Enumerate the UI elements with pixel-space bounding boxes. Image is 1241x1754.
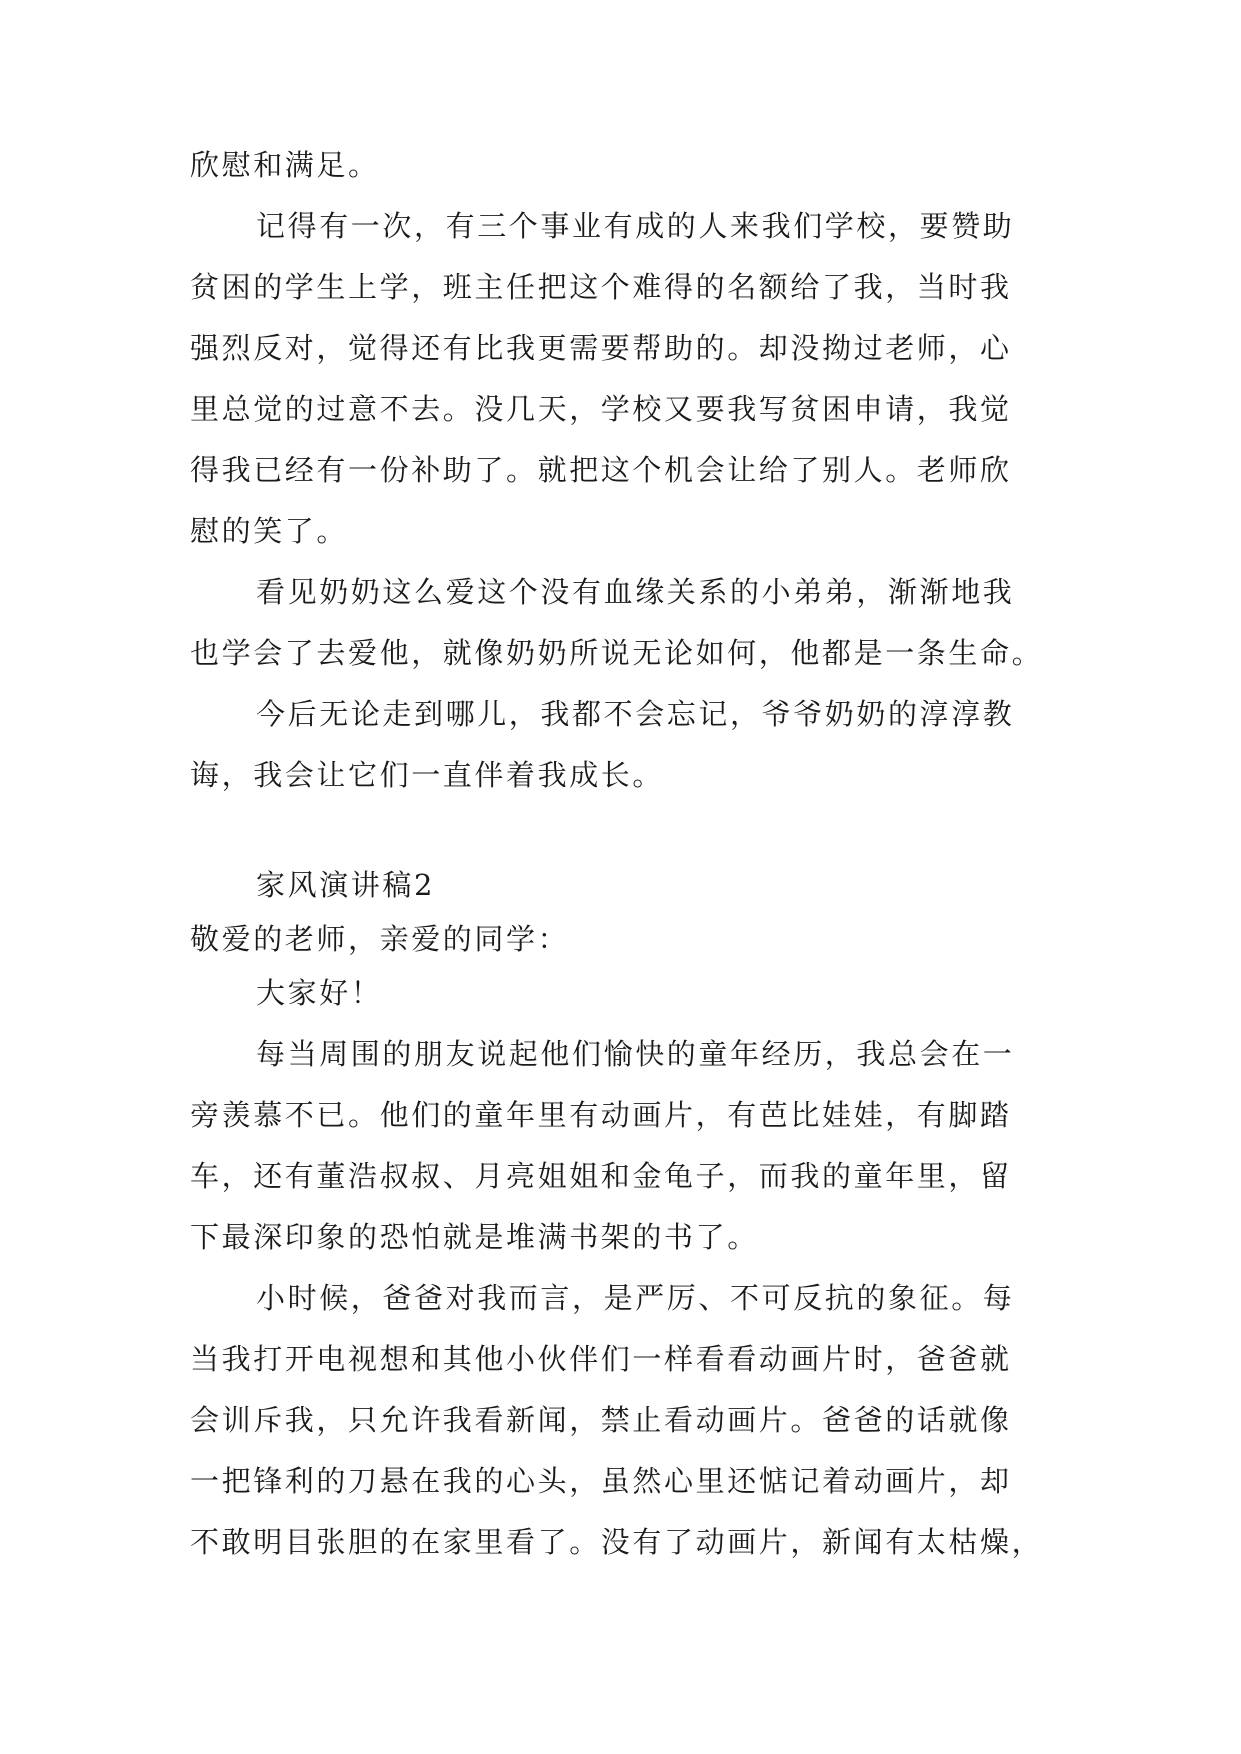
- salutation-line: 敬爱的老师，亲爱的同学：: [190, 922, 570, 956]
- paragraph-start-line: 记得有一次，有三个事业有成的人来我们学校，要赞助: [256, 209, 1015, 243]
- text-line: 旁羡慕不已。他们的童年里有动画片，有芭比娃娃，有脚踏: [190, 1098, 1012, 1132]
- document-body: [190, 150, 1050, 1588]
- text-line: 诲，我会让它们一直伴着我成长。: [190, 758, 665, 792]
- section-title: 家风演讲稿2: [256, 868, 436, 902]
- text-line: 慰的笑了。: [190, 514, 349, 548]
- text-line: 下最深印象的恐怕就是堆满书架的书了。: [190, 1220, 759, 1254]
- text-line: 得我已经有一份补助了。就把这个机会让给了别人。老师欣: [190, 453, 1012, 487]
- text-line: 一把锋利的刀悬在我的心头，虽然心里还惦记着动画片，却: [190, 1464, 1012, 1498]
- text-line: 贫困的学生上学，班主任把这个难得的名额给了我，当时我: [190, 270, 1012, 304]
- text-line: 里总觉的过意不去。没几天，学校又要我写贫困申请，我觉: [190, 392, 1012, 426]
- text-line: 会训斥我，只允许我看新闻，禁止看动画片。爸爸的话就像: [190, 1403, 1012, 1437]
- text-line: 强烈反对，觉得还有比我更需要帮助的。却没拗过老师，心: [190, 331, 1012, 365]
- section-gap: [190, 821, 1050, 870]
- text-line: 不敢明目张胆的在家里看了。没有了动画片，新闻有太枯燥，: [190, 1525, 1044, 1559]
- paragraph-start-line: 小时候，爸爸对我而言，是严厉、不可反抗的象征。每: [256, 1281, 1015, 1315]
- text-line: 也学会了去爱他，就像奶奶所说无论如何，他都是一条生命。: [190, 636, 1044, 670]
- text-line: 车，还有董浩叔叔、月亮姐姐和金龟子，而我的童年里，留: [190, 1159, 1012, 1193]
- text-line: 当我打开电视想和其他小伙伴们一样看看动画片时，爸爸就: [190, 1342, 1012, 1376]
- text-line: 欣慰和满足。: [190, 148, 380, 182]
- paragraph-start-line: 今后无论走到哪儿，我都不会忘记，爷爷奶奶的淳淳教: [256, 697, 1015, 731]
- greeting-line: 大家好！: [256, 976, 383, 1010]
- paragraph-start-line: 看见奶奶这么爱这个没有血缘关系的小弟弟，渐渐地我: [256, 575, 1015, 609]
- paragraph-start-line: 每当周围的朋友说起他们愉快的童年经历，我总会在一: [256, 1037, 1015, 1071]
